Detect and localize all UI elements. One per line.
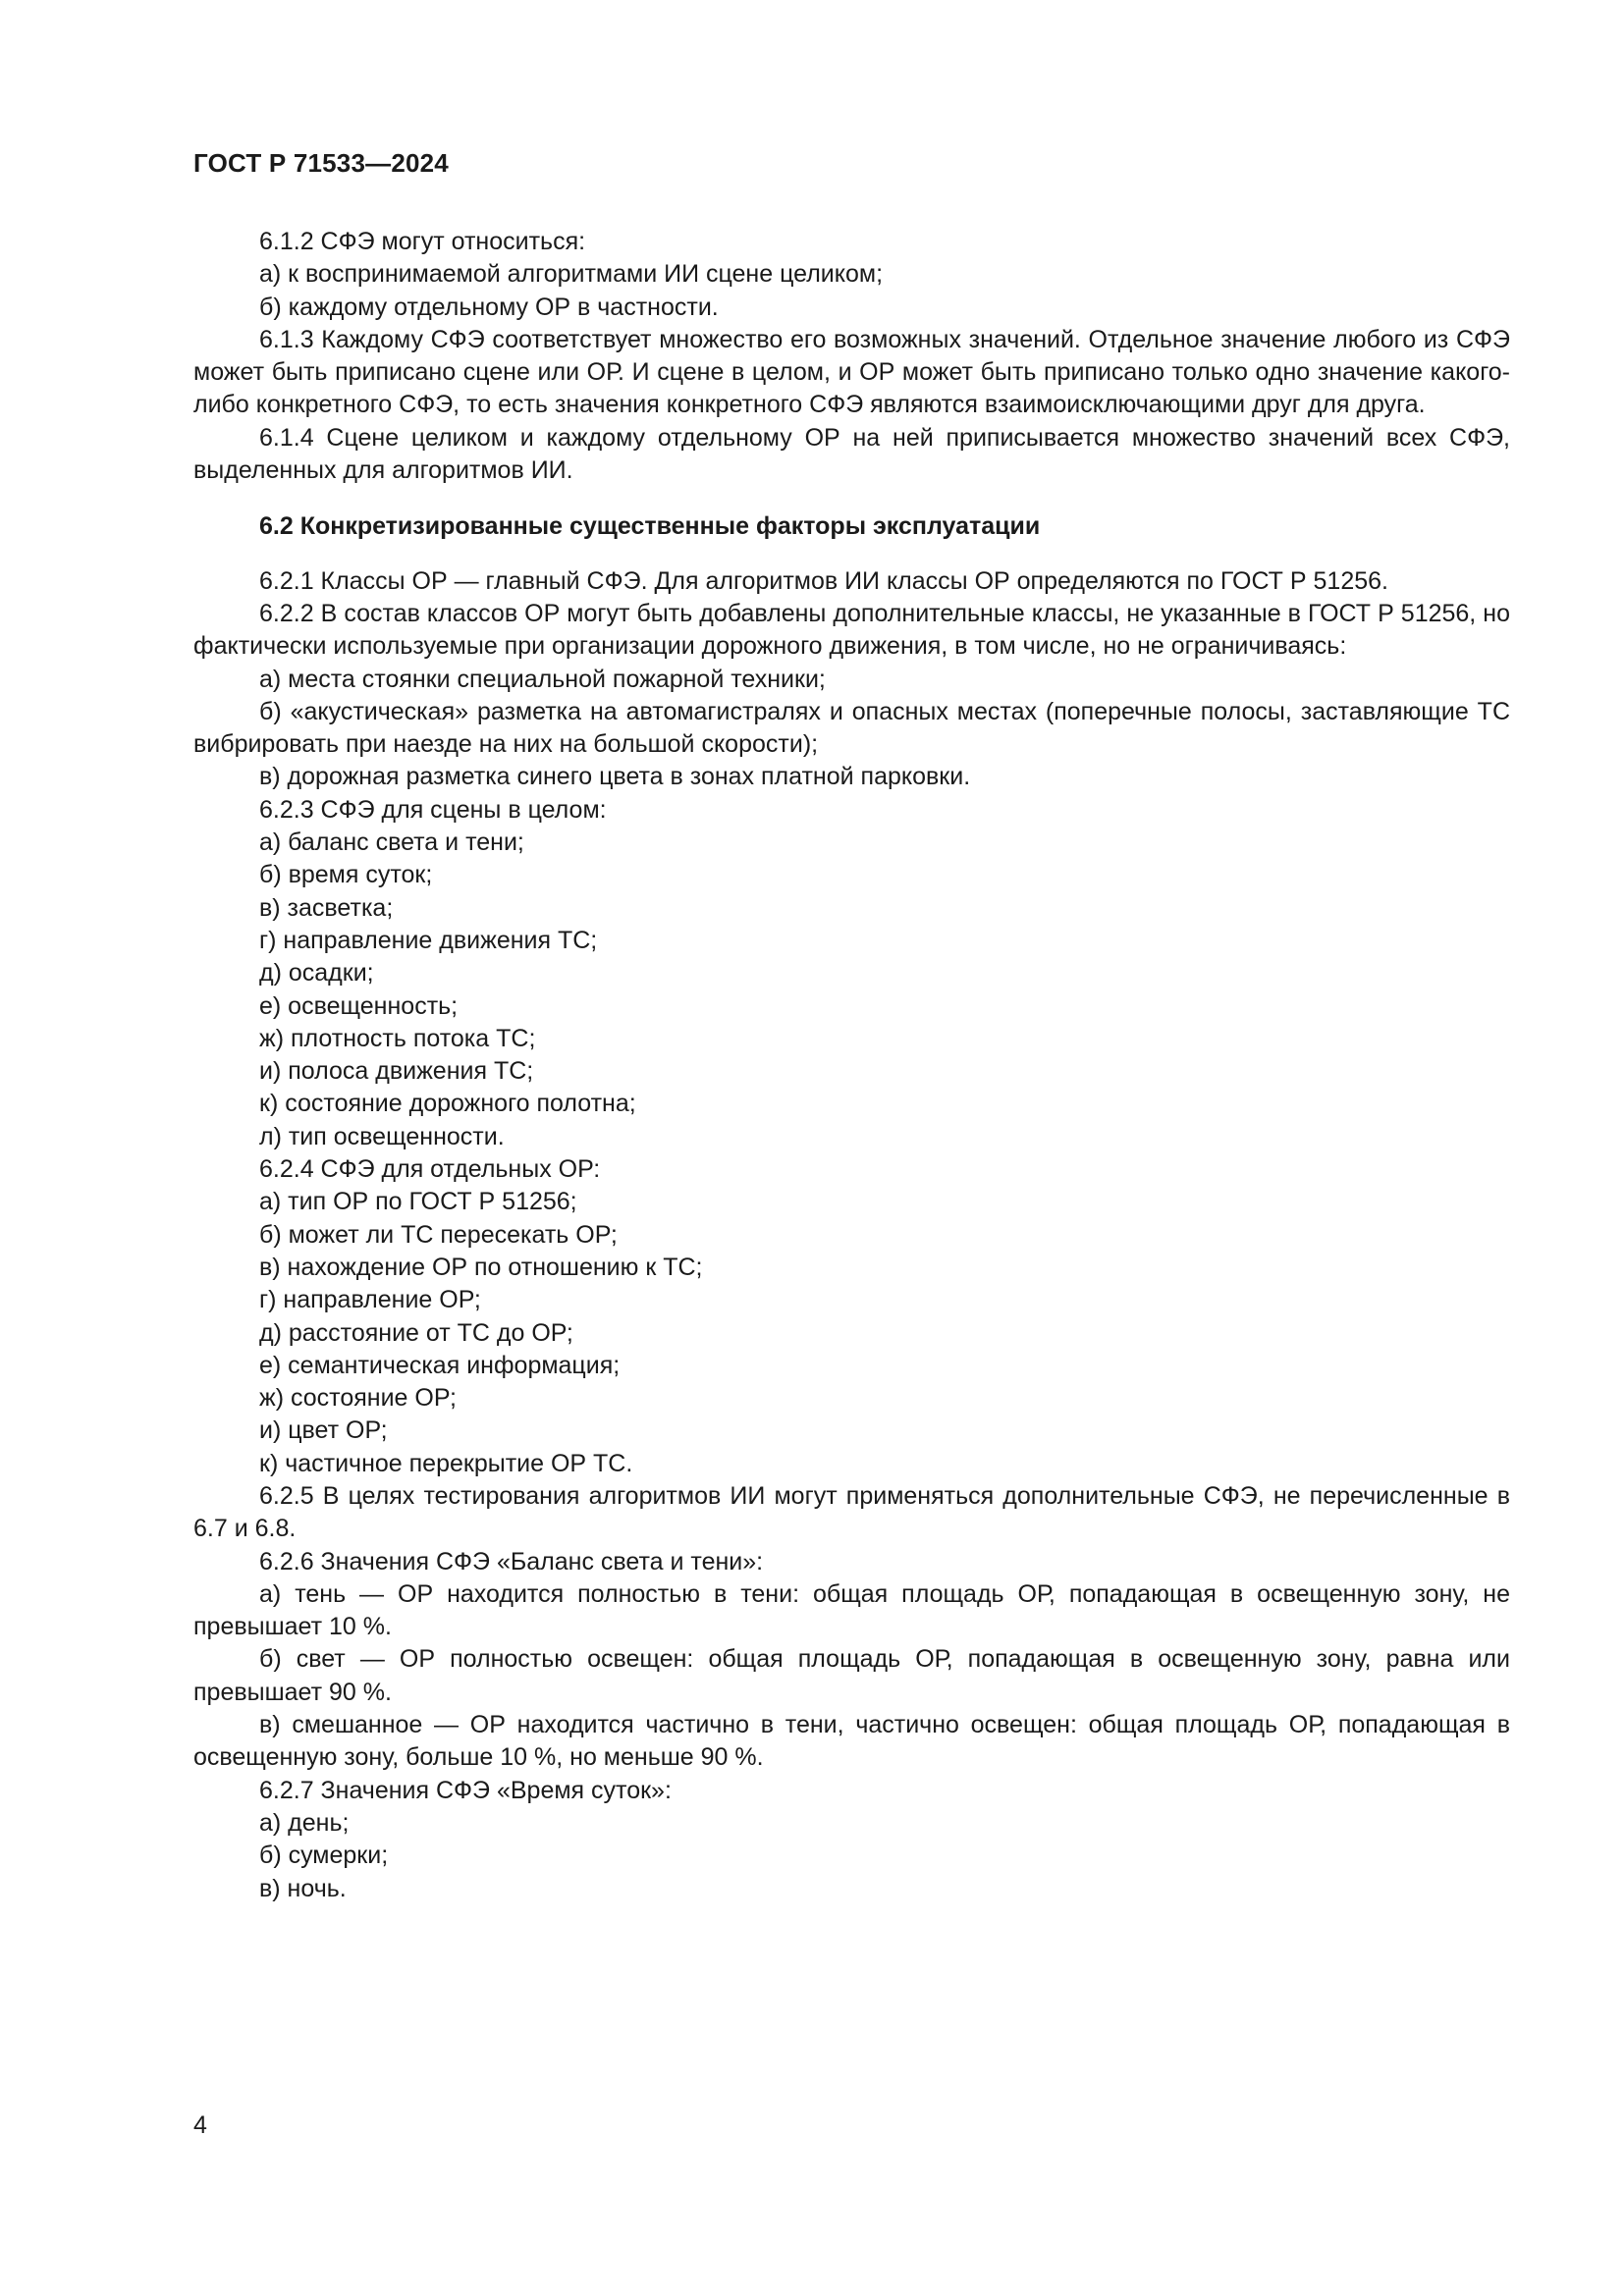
- list-item: а) тень — ОР находится полностью в тени: общая площадь ОР, попадающая в освещенную зону, не превышает 10 %.: [193, 1579, 1510, 1641]
- paragraph-6-1-2: 6.1.2 СФЭ могут относиться:: [259, 228, 586, 255]
- list-item: ж) состояние ОР;: [259, 1384, 457, 1413]
- list-item: ж) плотность потока ТС;: [259, 1024, 536, 1052]
- list-item: а) день;: [259, 1808, 350, 1837]
- list-item: к) частичное перекрытие ОР ТС.: [259, 1449, 633, 1477]
- paragraph-6-2-5: 6.2.5 В целях тестирования алгоритмов ИИ могут применяться дополнительные СФЭ, не перечисленные в 6.7 и 6.8.: [193, 1481, 1510, 1543]
- list-item: а) тип ОР по ГОСТ Р 51256;: [259, 1188, 577, 1216]
- list-item: г) направление ОР;: [259, 1286, 481, 1314]
- list-item: б) сумерки;: [259, 1842, 389, 1870]
- list-item: в) дорожная разметка синего цвета в зонах платной парковки.: [259, 763, 971, 791]
- paragraph-6-2-3: 6.2.3 СФЭ для сцены в целом:: [259, 795, 607, 824]
- list-item: а) баланс света и тени;: [259, 828, 524, 857]
- list-item: д) осадки;: [259, 959, 374, 988]
- list-item: г) направление движения ТС;: [259, 926, 598, 954]
- paragraph-6-1-4: 6.1.4 Сцене целиком и каждому отдельному ОР на ней приписывается множество значений всех СФЭ, выделенных для алгоритмов ИИ.: [193, 423, 1510, 485]
- list-item: к) состояние дорожного полотна;: [259, 1090, 636, 1118]
- paragraph-6-2-1: 6.2.1 Классы ОР — главный СФЭ. Для алгоритмов ИИ классы ОР определяются по ГОСТ Р 51256.: [259, 566, 1388, 595]
- list-item: л) тип освещенности.: [259, 1122, 505, 1150]
- list-item: и) полоса движения ТС;: [259, 1057, 534, 1086]
- list-item: в) ночь.: [259, 1874, 347, 1902]
- list-item: в) смешанное — ОР находится частично в тени, частично освещен: общая площадь ОР, попадающая в освещенную зону, больше 10 %, но меньше 90 %.: [193, 1711, 1510, 1772]
- list-item: а) к воспринимаемой алгоритмами ИИ сцене целиком;: [259, 260, 884, 289]
- list-item: е) семантическая информация;: [259, 1351, 621, 1379]
- paragraph-6-1-3: 6.1.3 Каждому СФЭ соответствует множество его возможных значений. Отдельное значение любого из СФЭ может быть приписано сцене или ОР. И сцене в целом, и ОР может быть приписано только одно значение какого-либо конкретного СФЭ, то есть значения конкретного СФЭ являются взаимоисключающими друг для друга.: [193, 325, 1510, 419]
- page-number: 4: [193, 2111, 207, 2139]
- paragraph-6-2-2: 6.2.2 В состав классов ОР могут быть добавлены дополнительные классы, не указанные в ГОСТ Р 51256, но фактически используемые при организации дорожного движения, в том числе, но не ограничиваясь:: [193, 599, 1510, 661]
- list-item: б) «акустическая» разметка на автомагистралях и опасных местах (поперечные полосы, заставляющие ТС вибрировать при наезде на них на большой скорости);: [193, 697, 1510, 759]
- list-item: а) места стоянки специальной пожарной техники;: [259, 665, 826, 693]
- list-item: в) засветка;: [259, 893, 394, 922]
- list-item: д) расстояние от ТС до ОР;: [259, 1318, 573, 1347]
- paragraph-6-2-6: 6.2.6 Значения СФЭ «Баланс света и тени»:: [259, 1547, 764, 1575]
- list-item: б) свет — ОР полностью освещен: общая площадь ОР, попадающая в освещенную зону, равна или превышает 90 %.: [193, 1645, 1510, 1706]
- list-item: е) освещенность;: [259, 991, 459, 1020]
- list-item: и) цвет ОР;: [259, 1416, 388, 1445]
- list-item: б) может ли ТС пересекать ОР;: [259, 1220, 618, 1249]
- paragraph-6-2-4: 6.2.4 СФЭ для отдельных ОР:: [259, 1155, 601, 1184]
- standard-header: ГОСТ Р 71533—2024: [193, 148, 449, 178]
- list-item: б) время суток;: [259, 861, 433, 889]
- list-item: б) каждому отдельному ОР в частности.: [259, 293, 719, 321]
- list-item: в) нахождение ОР по отношению к ТС;: [259, 1253, 703, 1281]
- section-heading-6-2: 6.2 Конкретизированные существенные факторы эксплуатации: [259, 512, 1041, 541]
- page-content: [193, 226, 1510, 1905]
- paragraph-6-2-7: 6.2.7 Значения СФЭ «Время суток»:: [259, 1776, 672, 1804]
